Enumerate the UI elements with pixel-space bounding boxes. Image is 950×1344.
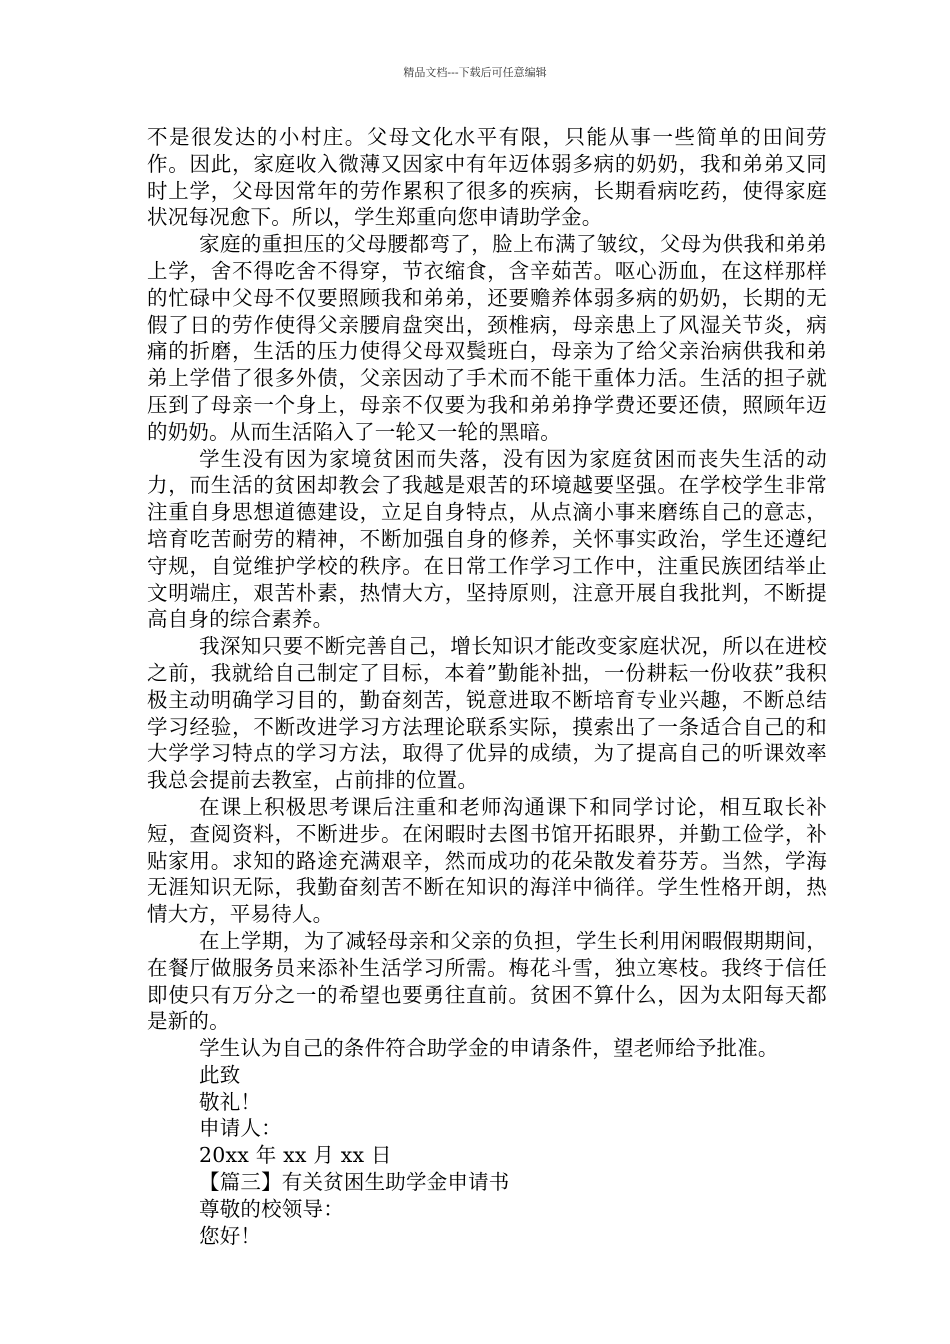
paragraph-2: 家庭的重担压的父母腰都弯了，脸上布满了皱纹，父母为供我和弟弟上学，舍不得吃舍不得穿，节衣缩食，含辛茹苦。呕心沥血，在这样那样的忙碌中父母不仅要照顾我和弟弟，还要赡养体弱多病的奶奶，长期的无假了日的劳作使得父亲腰肩盘突出，颈椎病，母亲患上了风湿关节炎，病痛的折磨，生活的压力使得父母双鬓班白，母亲为了给父亲治病供我和弟弟上学借了很多外债，父亲因动了手术而不能干重体力活。生活的担子就压到了母亲一个身上，母亲不仅要为我和弟弟挣学费还要还债，照顾年迈的奶奶。从而生活陷入了一轮又一轮的黑暗。 — [147, 232, 827, 444]
paragraph-1: 不是很发达的小村庄。父母文化水平有限，只能从事一些简单的田间劳作。因此，家庭收入微薄又因家中有年迈体弱多病的奶奶，我和弟弟又同时上学，父母因常年的劳作累积了很多的疾病，长期看病吃药，使得家庭状况每况愈下。所以，学生郑重向您申请助学金。 — [147, 125, 827, 230]
closing-jingli: 敬礼！ — [199, 1089, 262, 1114]
greeting: 您好！ — [199, 1223, 262, 1248]
paragraph-4: 我深知只要不断完善自己，增长知识才能改变家庭状况，所以在进校之前，我就给自己制定了目标，本着”勤能补拙，一份耕耘一份收获”我积极主动明确学习目的，勤奋刻苦，锐意进取不断培育专业兴趣，不断总结学习经验，不断改进学习方法理论联系实际，摸索出了一条适合自己的和大学学习特点的学习方法，取得了优异的成绩，为了提高自己的听课效率我总会提前去教室，占前排的位置。 — [147, 634, 827, 793]
applicant-label: 申请人： — [199, 1116, 282, 1141]
section-title: 【篇三】有关贫困生助学金申请书 — [199, 1170, 510, 1195]
salutation: 尊敬的校领导： — [199, 1196, 344, 1221]
closing-cizhi: 此致 — [199, 1062, 241, 1087]
document-body — [147, 124, 827, 1249]
date-line: 20xx 年 xx 月 xx 日 — [199, 1143, 392, 1168]
paragraph-5: 在课上积极思考课后注重和老师沟通课下和同学讨论，相互取长补短，查阅资料，不断进步。在闲暇时去图书馆开拓眼界，并勤工俭学，补贴家用。求知的路途充满艰辛，然而成功的花朵散发着芬芳。当然，学海无涯知识无际，我勤奋刻苦不断在知识的海洋中徜徉。学生性格开朗，热情大方，平易待人。 — [147, 794, 827, 927]
paragraph-6: 在上学期，为了减轻母亲和父亲的负担，学生长利用闲暇假期期间，在餐厅做服务员来添补生活学习所需。梅花斗雪，独立寒枝。我终于信任即使只有万分之一的希望也要勇往直前。贫困不算什么，因为太阳每天都是新的。 — [147, 928, 827, 1034]
request-line: 学生认为自己的条件符合助学金的申请条件，望老师给予批准。 — [199, 1036, 779, 1061]
page-header: 精品文档---下载后可任意编辑 — [403, 66, 547, 79]
paragraph-3: 学生没有因为家境贫困而失落，没有因为家庭贫困而丧失生活的动力，而生活的贫困却教会了我越是艰苦的环境越要坚强。在学校学生非常注重自身思想道德建设，立足自身特点，从点滴小事来磨练自己的意志，培育吃苦耐劳的精神，不断加强自身的修养，关怀事实政治，学生还遵纪守规，自觉维护学校的秩序。在日常工作学习工作中，注重民族团结举止文明端庄，艰苦朴素，热情大方，坚持原则，注意开展自我批判，不断提高自身的综合素养。 — [147, 446, 827, 632]
